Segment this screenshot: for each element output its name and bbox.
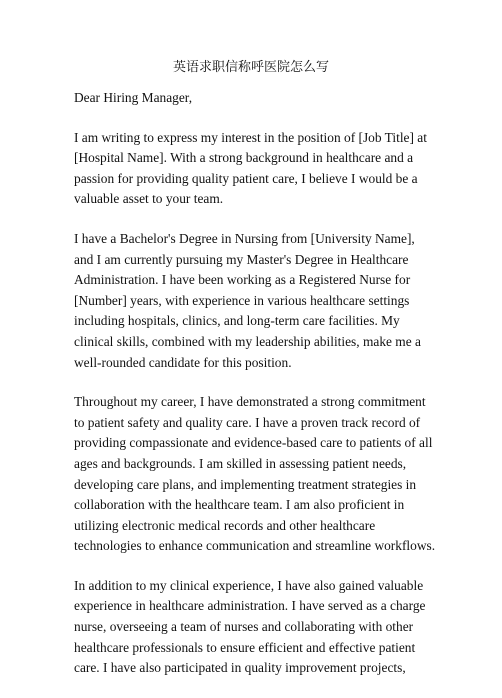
paragraph-2: I have a Bachelor's Degree in Nursing from [University Name], and I am currently pursuing my Master's Degree in Healthcare Administration. I have been working as a Registered Nurse for [Number] years, with experience in various healthcare settings including hospitals, clinics, and long-term care facilities. My clinical skills, combined with my leadership abilities, make me a well-rounded candidate for this position. bbox=[74, 230, 421, 370]
salutation: Dear Hiring Manager, bbox=[74, 90, 193, 105]
paragraph-1: I am writing to express my interest in the position of [Job Title] at [Hospital Name]. With a strong background in healthcare and a passion for providing quality patient care, I believe I would be a valuable asset to your team. bbox=[74, 129, 427, 207]
document-title: 英语求职信称呼医院怎么写 bbox=[172, 60, 329, 75]
paragraph-4: In addition to my clinical experience, I have also gained valuable experience in healthcare administration. I have served as a charge nurse, overseeing a team of nurses and collaborating with other healthcare professionals to ensure efficient and effective patient care. I have also participated in quality improvement projects, bbox=[74, 577, 426, 676]
paragraph-3: Throughout my career, I have demonstrated a strong commitment to patient safety and quality care. I have a proven track record of providing compassionate and evidence-based care to patients of all ages and backgrounds. I am skilled in assessing patient needs, developing care plans, and implementing treatment strategies in collaboration with the healthcare team. I am also proficient in utilizing electronic medical records and other healthcare technologies to enhance communication and streamline workflows. bbox=[74, 394, 436, 554]
letter-body bbox=[74, 88, 436, 698]
